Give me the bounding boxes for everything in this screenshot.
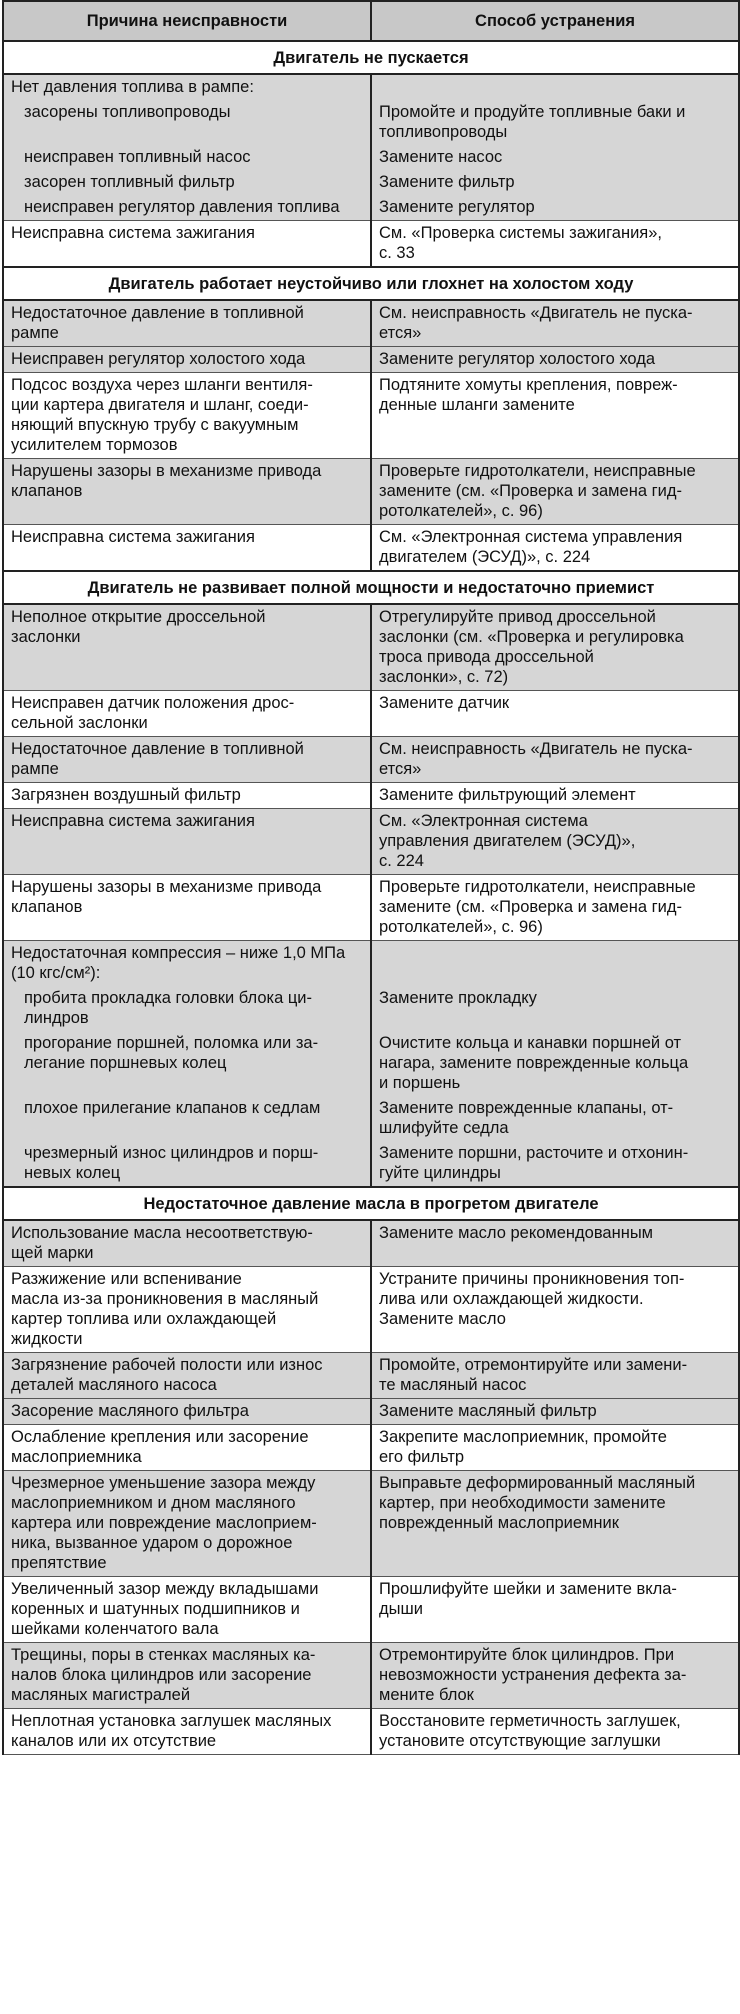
remedy-cell: Замените датчик [371, 691, 739, 737]
section-title: Двигатель работает неустойчиво или глохнет на холостом ходу [3, 267, 739, 300]
cause-cell: Неисправна система зажигания [3, 525, 371, 572]
cause-cell: чрезмерный износ цилиндров и порш- невых колец [3, 1141, 371, 1187]
remedy-cell: Закрепите маслоприемник, промойте его фильтр [371, 1425, 739, 1471]
cause-cell: Загрязнение рабочей полости или износ деталей масляного насоса [3, 1353, 371, 1399]
remedy-cell: Проверьте гидротолкатели, неисправные замените (см. «Проверка и замена гид- ротолкателей», с. 96) [371, 459, 739, 525]
remedy-cell [371, 74, 739, 100]
section-row [3, 267, 739, 300]
cause-cell: Недостаточное давление в топливной рампе [3, 737, 371, 783]
table-row [3, 145, 739, 170]
remedy-cell: Замените поврежденные клапаны, от- шлифуйте седла [371, 1096, 739, 1141]
section-row [3, 571, 739, 604]
table-row [3, 809, 739, 875]
table-row [3, 74, 739, 100]
remedy-cell: Замените поршни, расточите и отхонин- гуйте цилиндры [371, 1141, 739, 1187]
table-row [3, 100, 739, 145]
table-row [3, 1031, 739, 1096]
section-row [3, 1187, 739, 1220]
cause-cell: Разжижение или вспенивание масла из-за проникновения в масляный картер топлива или охлаждающей жидкости [3, 1267, 371, 1353]
cause-cell: Неисправен регулятор холостого хода [3, 347, 371, 373]
table-body [3, 41, 739, 1755]
remedy-cell: См. неисправность «Двигатель не пуска- ется» [371, 737, 739, 783]
table-row [3, 170, 739, 195]
section-row [3, 41, 739, 74]
cause-cell: засорены топливопроводы [3, 100, 371, 145]
cause-cell: Неисправна система зажигания [3, 809, 371, 875]
table-row [3, 691, 739, 737]
remedy-cell: Промойте и продуйте топливные баки и топливопроводы [371, 100, 739, 145]
remedy-cell: Восстановите герметичность заглушек, установите отсутствующие заглушки [371, 1709, 739, 1755]
cause-cell: Ослабление крепления или засорение маслоприемника [3, 1425, 371, 1471]
table-row [3, 1709, 739, 1755]
remedy-cell: См. «Электронная система управления двигателем (ЭСУД)», с. 224 [371, 809, 739, 875]
cause-cell: Использование масла несоответствую- щей марки [3, 1220, 371, 1267]
table-row [3, 459, 739, 525]
cause-cell: засорен топливный фильтр [3, 170, 371, 195]
cause-cell: Нарушены зазоры в механизме привода клапанов [3, 875, 371, 941]
cause-cell: Засорение масляного фильтра [3, 1399, 371, 1425]
table-row [3, 1267, 739, 1353]
cause-cell: неисправен топливный насос [3, 145, 371, 170]
remedy-cell: Промойте, отремонтируйте или замени- те масляный насос [371, 1353, 739, 1399]
remedy-cell: Устраните причины проникновения топ- лива или охлаждающей жидкости. Замените масло [371, 1267, 739, 1353]
remedy-cell: Отремонтируйте блок цилиндров. При невозможности устранения дефекта за- мените блок [371, 1643, 739, 1709]
table-row [3, 195, 739, 221]
remedy-cell: Замените прокладку [371, 986, 739, 1031]
table-row [3, 1220, 739, 1267]
table-row [3, 347, 739, 373]
remedy-cell: Замените фильтрующий элемент [371, 783, 739, 809]
remedy-cell: См. «Проверка системы зажигания», с. 33 [371, 221, 739, 268]
remedy-cell: Замените регулятор холостого хода [371, 347, 739, 373]
table-row [3, 875, 739, 941]
remedy-cell: Замените регулятор [371, 195, 739, 221]
table-header-row [3, 1, 739, 41]
cause-cell: Неполное открытие дроссельной заслонки [3, 604, 371, 691]
cause-cell: прогорание поршней, поломка или за- легание поршневых колец [3, 1031, 371, 1096]
cause-cell: Подсос воздуха через шланги вентиля- ции картера двигателя и шланг, соеди- няющий впускную трубу с вакуумным усилителем тормозов [3, 373, 371, 459]
remedy-cell: Замените насос [371, 145, 739, 170]
section-title: Двигатель не развивает полной мощности и недостаточно приемист [3, 571, 739, 604]
remedy-cell: Выправьте деформированный масляный картер, при необходимости замените поврежденный маслоприемник [371, 1471, 739, 1577]
remedy-cell: Замените масло рекомендованным [371, 1220, 739, 1267]
section-title: Двигатель не пускается [3, 41, 739, 74]
table-row [3, 1425, 739, 1471]
remedy-cell: Отрегулируйте привод дроссельной заслонки (см. «Проверка и регулировка троса привода дроссельной заслонки», с. 72) [371, 604, 739, 691]
table-row [3, 373, 739, 459]
cause-cell: Трещины, поры в стенках масляных ка- налов блока цилиндров или засорение масляных магистралей [3, 1643, 371, 1709]
table-row [3, 737, 739, 783]
remedy-cell: Прошлифуйте шейки и замените вкла- дыши [371, 1577, 739, 1643]
table-row [3, 1141, 739, 1187]
table-row [3, 1643, 739, 1709]
table-row [3, 1399, 739, 1425]
cause-cell: Нет давления топлива в рампе: [3, 74, 371, 100]
remedy-cell [371, 941, 739, 987]
table-row [3, 1096, 739, 1141]
remedy-cell: Проверьте гидротолкатели, неисправные замените (см. «Проверка и замена гид- ротолкателей», с. 96) [371, 875, 739, 941]
cause-cell: неисправен регулятор давления топлива [3, 195, 371, 221]
table-row [3, 1577, 739, 1643]
table-row [3, 941, 739, 987]
remedy-cell: Замените фильтр [371, 170, 739, 195]
remedy-cell: Подтяните хомуты крепления, повреж- денные шланги замените [371, 373, 739, 459]
table-row [3, 525, 739, 572]
table-row [3, 1471, 739, 1577]
section-title: Недостаточное давление масла в прогретом двигателе [3, 1187, 739, 1220]
table-row [3, 221, 739, 268]
cause-cell: плохое прилегание клапанов к седлам [3, 1096, 371, 1141]
cause-cell: Нарушены зазоры в механизме привода клапанов [3, 459, 371, 525]
remedy-cell: Замените масляный фильтр [371, 1399, 739, 1425]
remedy-cell: См. неисправность «Двигатель не пуска- ется» [371, 300, 739, 347]
cause-cell: Увеличенный зазор между вкладышами коренных и шатунных подшипников и шейками коленчатого вала [3, 1577, 371, 1643]
table-row [3, 1353, 739, 1399]
table-row [3, 604, 739, 691]
cause-cell: Неисправна система зажигания [3, 221, 371, 268]
header-remedy: Способ устранения [371, 1, 739, 41]
table-row [3, 300, 739, 347]
troubleshooting-table [2, 0, 740, 1755]
header-cause: Причина неисправности [3, 1, 371, 41]
cause-cell: пробита прокладка головки блока ци- линдров [3, 986, 371, 1031]
remedy-cell: См. «Электронная система управления двигателем (ЭСУД)», с. 224 [371, 525, 739, 572]
table-row [3, 986, 739, 1031]
cause-cell: Недостаточная компрессия – ниже 1,0 МПа (10 кгс/см²): [3, 941, 371, 987]
cause-cell: Недостаточное давление в топливной рампе [3, 300, 371, 347]
cause-cell: Чрезмерное уменьшение зазора между маслоприемником и дном масляного картера или повреждение маслоприем- ника, вызванное ударом о дорожное препятствие [3, 1471, 371, 1577]
cause-cell: Неисправен датчик положения дрос- сельной заслонки [3, 691, 371, 737]
table-row [3, 783, 739, 809]
cause-cell: Неплотная установка заглушек масляных каналов или их отсутствие [3, 1709, 371, 1755]
remedy-cell: Очистите кольца и канавки поршней от нагара, замените поврежденные кольца и поршень [371, 1031, 739, 1096]
cause-cell: Загрязнен воздушный фильтр [3, 783, 371, 809]
